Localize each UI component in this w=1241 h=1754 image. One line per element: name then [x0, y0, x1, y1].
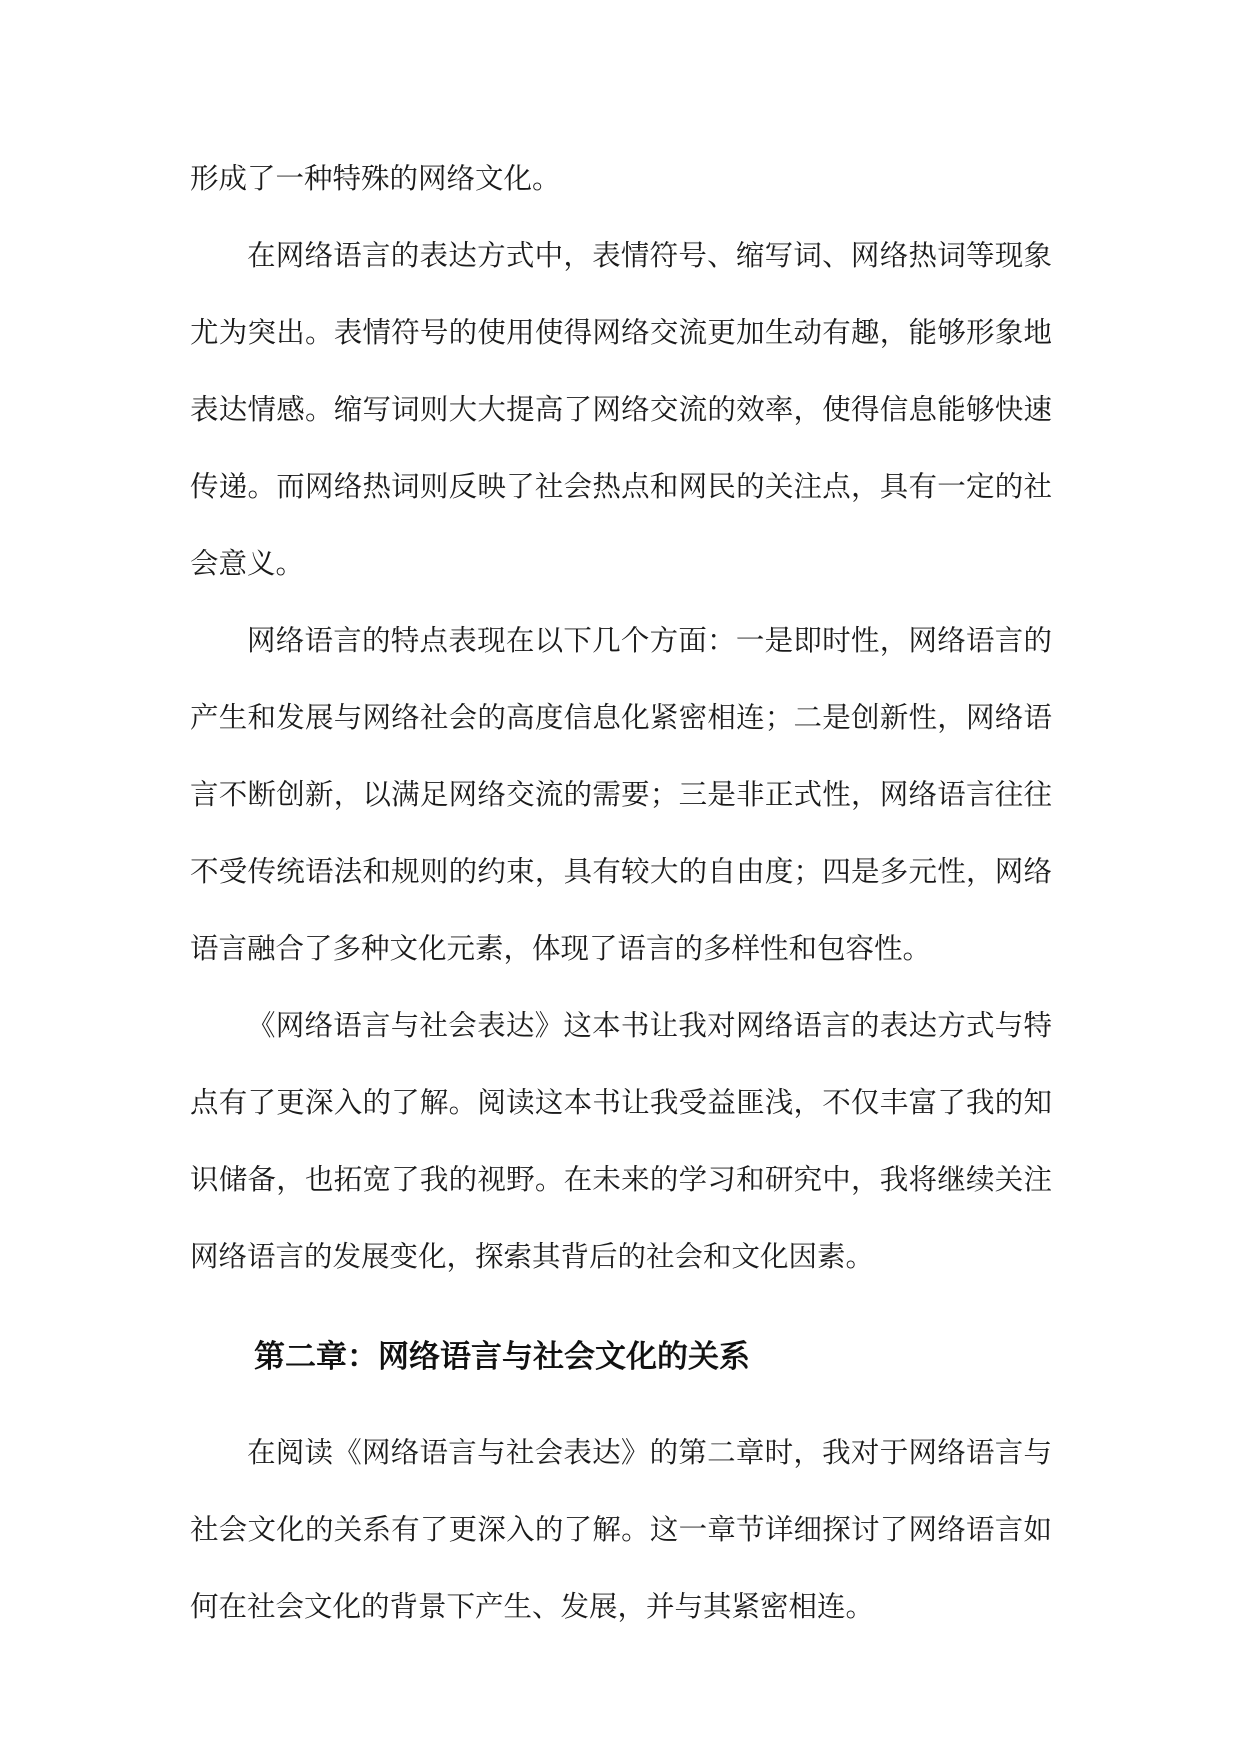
paragraph-chapter-two-intro: 在阅读《网络语言与社会表达》的第二章时，我对于网络语言与社会文化的关系有了更深入的了解。这一章节详细探讨了网络语言如何在社会文化的背景下产生、发展，并与其紧密相连。 — [190, 1436, 1052, 1623]
paragraph-reflection: 《网络语言与社会表达》这本书让我对网络语言的表达方式与特点有了更深入的了解。阅读这本书让我受益匪浅，不仅丰富了我的知识储备，也拓宽了我的视野。在未来的学习和研究中，我将继续关注网络语言的发展变化，探索其背后的社会和文化因素。 — [190, 1009, 1052, 1273]
paragraph-characteristics: 网络语言的特点表现在以下几个方面：一是即时性，网络语言的产生和发展与网络社会的高度信息化紧密相连；二是创新性，网络语言不断创新，以满足网络交流的需要；三是非正式性，网络语言往往不受传统语法和规则的约束，具有较大的自由度；四是多元性，网络语言融合了多种文化元素，体现了语言的多样性和包容性。 — [190, 624, 1052, 965]
chapter-heading: 第二章：网络语言与社会文化的关系 — [254, 1339, 750, 1375]
paragraph-continued: 形成了一种特殊的网络文化。 — [190, 162, 561, 195]
paragraph-expression-methods: 在网络语言的表达方式中，表情符号、缩写词、网络热词等现象尤为突出。表情符号的使用使得网络交流更加生动有趣，能够形象地表达情感。缩写词则大大提高了网络交流的效率，使得信息能够快速传递。而网络热词则反映了社会热点和网民的关注点，具有一定的社会意义。 — [190, 239, 1052, 580]
document-body — [190, 140, 1052, 1645]
